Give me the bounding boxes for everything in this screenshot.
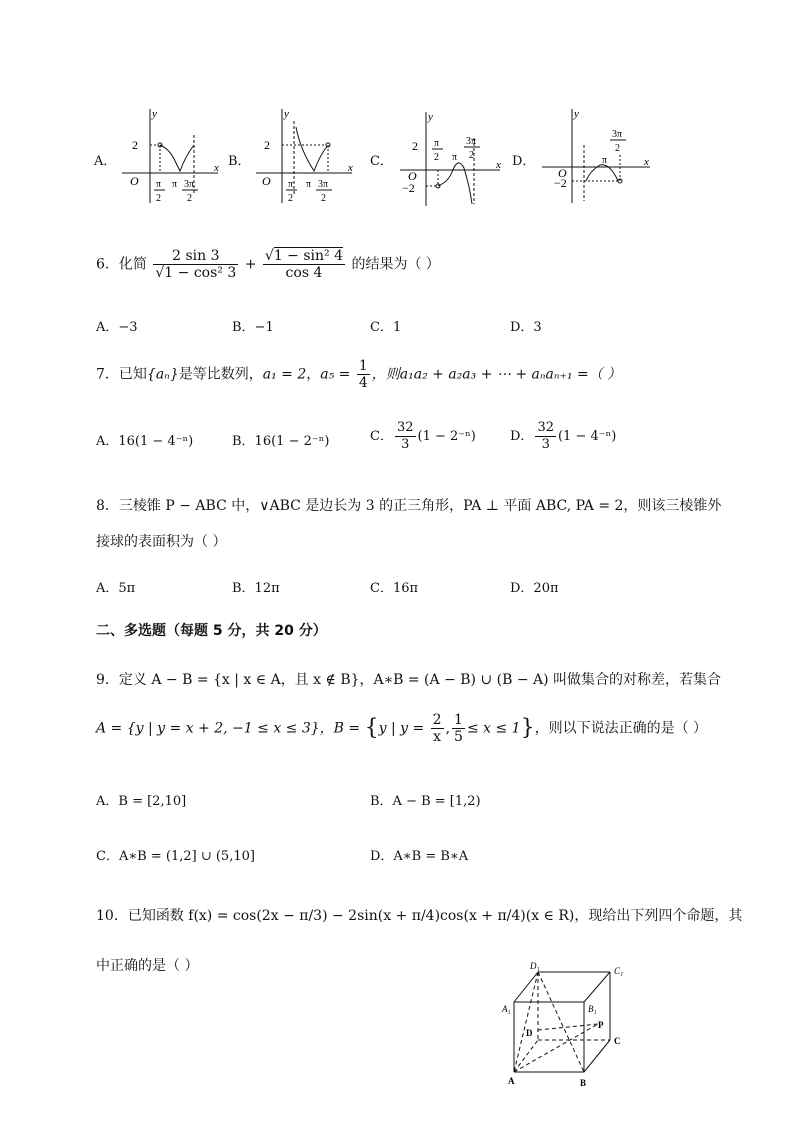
section-2-heading: 二、多选题（每题 5 分，共 20 分） — [96, 623, 327, 639]
q7-a5-frac: $\frac{1}{4}$ — [358, 358, 368, 391]
question-8-line1: 8．三棱锥 P − ABC 中，∨ABC 是边长为 3 的正三角形，PA ⊥ 平面 ABC, PA = 2，则该三棱锥外 — [96, 498, 722, 514]
x-label: x — [214, 162, 219, 174]
q9-option-a[interactable]: A．B = [2,10] — [96, 794, 187, 809]
label-a1: A₁ — [502, 1004, 511, 1014]
q8-option-a[interactable]: A．5π — [96, 581, 136, 596]
tick-pi: π — [172, 179, 178, 190]
q8-option-c[interactable]: C．16π — [370, 581, 419, 596]
q8-option-b[interactable]: B．12π — [232, 581, 280, 596]
svg-text:π: π — [288, 179, 294, 190]
svg-text:2: 2 — [288, 193, 293, 204]
tick-3pi-half-den: 2 — [187, 193, 192, 204]
tick-pi-half-den: 2 — [156, 193, 161, 204]
question-8-line2: 接球的表面积为（ ） — [96, 534, 227, 550]
y-value: 2 — [264, 138, 270, 152]
svg-text:x: x — [496, 159, 501, 171]
question-10-line2: 中正确的是（ ） — [96, 958, 199, 974]
svg-text:y: y — [574, 108, 579, 120]
graph-d — [538, 105, 654, 205]
q8-option-d[interactable]: D．20π — [510, 581, 559, 596]
question-7: 7．已知{aₙ}是等比数列，a₁ = 2，a₅ = $\frac{1}{4}$ ，则a₁a₂ + a₂a₃ + ⋯ + aₙaₙ₊₁ =（ ） — [96, 358, 622, 391]
graph-a — [118, 105, 228, 205]
graph-b — [252, 105, 362, 205]
svg-text:−2: −2 — [554, 176, 567, 190]
label-b: B — [580, 1078, 587, 1088]
q6-option-d[interactable]: D．3 — [510, 320, 542, 335]
graph-option-c-label[interactable]: C． — [370, 154, 393, 169]
y-label: y — [284, 108, 289, 120]
q6-suffix: 的结果为（ ） — [351, 256, 440, 273]
origin-label: O — [130, 174, 139, 188]
q6-option-b[interactable]: B．−1 — [232, 320, 274, 335]
svg-text:2: 2 — [434, 152, 439, 163]
svg-text:3π: 3π — [466, 136, 477, 147]
y-label: y — [152, 108, 157, 120]
q7-option-d[interactable]: D． $\frac{32}{3}$ (1 − 4⁻ⁿ) — [510, 420, 617, 452]
svg-text:π: π — [434, 138, 440, 149]
svg-text:3π: 3π — [612, 129, 623, 140]
label-a: A — [508, 1076, 515, 1086]
svg-text:2: 2 — [321, 193, 326, 204]
svg-text:−2: −2 — [402, 181, 415, 195]
tick-3pi-half-num: 3π — [184, 179, 195, 190]
svg-text:2: 2 — [469, 150, 474, 161]
svg-text:2: 2 — [615, 143, 620, 154]
q9-option-b[interactable]: B．A − B = [1,2) — [370, 794, 481, 809]
q6-frac1: $\frac{2 \sin 3}{\text{√1 − cos² 3}}$ — [155, 248, 237, 281]
svg-text:3π: 3π — [318, 179, 329, 190]
svg-text:2: 2 — [412, 139, 418, 153]
svg-text:x: x — [644, 156, 649, 168]
label-c: C — [614, 1036, 621, 1046]
graph-option-a-label[interactable]: A． — [94, 154, 117, 169]
q7-option-a[interactable]: A．16(1 − 4⁻ⁿ) — [96, 434, 194, 449]
graph-option-d-label[interactable]: D． — [512, 154, 536, 169]
y-value: 2 — [132, 138, 138, 152]
label-d1: D₁ — [530, 961, 540, 971]
svg-text:O: O — [408, 169, 417, 183]
label-c1: C₁ — [614, 966, 624, 976]
q6-option-c[interactable]: C．1 — [370, 320, 402, 335]
tick-pi-half-num: π — [156, 179, 162, 190]
q7-option-b[interactable]: B．16(1 − 2⁻ⁿ) — [232, 434, 330, 449]
tick-pi: π — [306, 179, 312, 190]
q6-frac2: $\frac{\text{√1 − sin² 4}}{\cos 4}$ — [264, 248, 344, 281]
x-label: x — [348, 162, 353, 174]
q9-option-c[interactable]: C．A∗B = (1,2] ∪ (5,10] — [96, 849, 255, 864]
cube-figure — [500, 960, 640, 1090]
question-10-line1: 10．已知函数 f(x) = cos(2x − π/3) − 2sin(x + π/4)cos(x + π/4)(x ∈ R)，现给出下列四个命题，其 — [96, 908, 743, 924]
svg-text:π: π — [452, 152, 458, 163]
question-9-line1: 9．定义 A − B = {x | x ∈ A，且 x ∉ B}，A∗B = (A − B) ∪ (B − A) 叫做集合的对称差，若集合 — [96, 672, 722, 688]
q6-option-a[interactable]: A．−3 — [96, 320, 138, 335]
label-d: D — [526, 1028, 533, 1038]
svg-text:O: O — [558, 166, 567, 180]
q7-option-c[interactable]: C． $\frac{32}{3}$ (1 − 2⁻ⁿ) — [370, 420, 476, 452]
label-p: P — [598, 1020, 604, 1030]
origin-label: O — [262, 174, 271, 188]
graph-c — [396, 108, 508, 208]
q9-option-d[interactable]: D．A∗B = B∗A — [370, 849, 469, 864]
svg-text:π: π — [602, 155, 608, 166]
label-b1: B₁ — [588, 1004, 597, 1014]
svg-text:y: y — [428, 111, 433, 123]
question-9-line2: A = {y | y = x + 2, −1 ≤ x ≤ 3}，B = {y | y = $\frac{2}{x}$ , $\frac{1}{5}$ ≤ x ≤ 1}，则以下说法正确的是（ ） — [96, 712, 708, 745]
graph-option-b-label[interactable]: B． — [228, 154, 251, 169]
question-6: 6．化简 $\frac{2 \sin 3}{\text{√1 − cos² 3}}$ + $\frac{\text{√1 − sin² 4}}{\cos 4}$ 的结果为（ ） — [96, 248, 440, 281]
q6-prefix: 6．化简 — [96, 256, 147, 273]
